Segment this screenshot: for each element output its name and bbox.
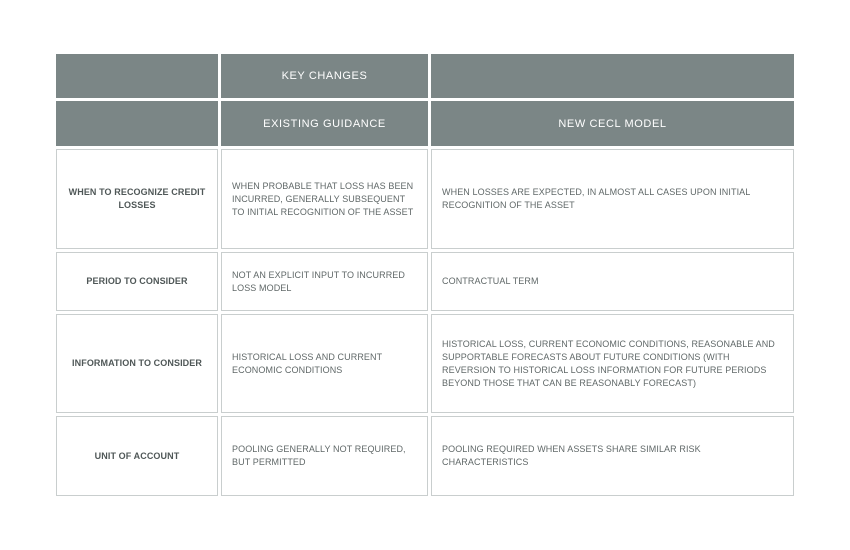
header-row-columns: [56, 101, 794, 146]
header-key-changes: KEY CHANGES: [221, 54, 428, 98]
existing-guidance-cell: POOLING GENERALLY NOT REQUIRED, BUT PERMITTED: [221, 416, 428, 496]
new-cecl-cell: WHEN LOSSES ARE EXPECTED, IN ALMOST ALL CASES UPON INITIAL RECOGNITION OF THE ASSET: [431, 149, 794, 249]
existing-guidance-cell: NOT AN EXPLICIT INPUT TO INCURRED LOSS MODEL: [221, 252, 428, 311]
row-label: INFORMATION TO CONSIDER: [56, 314, 218, 413]
header-existing-guidance: EXISTING GUIDANCE: [221, 101, 428, 146]
table-row: [56, 149, 794, 249]
row-label: WHEN TO RECOGNIZE CREDIT LOSSES: [56, 149, 218, 249]
new-cecl-cell: CONTRACTUAL TERM: [431, 252, 794, 311]
existing-guidance-cell: WHEN PROBABLE THAT LOSS HAS BEEN INCURRED, GENERALLY SUBSEQUENT TO INITIAL RECOGNITION OF THE ASSET: [221, 149, 428, 249]
header-empty-cell: [56, 54, 218, 98]
comparison-table: [56, 54, 794, 499]
existing-guidance-cell: HISTORICAL LOSS AND CURRENT ECONOMIC CONDITIONS: [221, 314, 428, 413]
table-row: [56, 314, 794, 413]
new-cecl-cell: HISTORICAL LOSS, CURRENT ECONOMIC CONDITIONS, REASONABLE AND SUPPORTABLE FORECASTS ABOUT FUTURE CONDITIONS (WITH REVERSION TO HISTORICAL LOSS INFORMATION FOR FUTURE PERIODS BEYOND THOSE THAT CAN BE REASONABLY FORECAST): [431, 314, 794, 413]
row-label: UNIT OF ACCOUNT: [56, 416, 218, 496]
header-empty-cell: [56, 101, 218, 146]
header-new-cecl-model: NEW CECL MODEL: [431, 101, 794, 146]
table-row: [56, 416, 794, 496]
header-row-key-changes: [56, 54, 794, 98]
table-row: [56, 252, 794, 311]
row-label: PERIOD TO CONSIDER: [56, 252, 218, 311]
new-cecl-cell: POOLING REQUIRED WHEN ASSETS SHARE SIMILAR RISK CHARACTERISTICS: [431, 416, 794, 496]
header-empty-cell-right: [431, 54, 794, 98]
